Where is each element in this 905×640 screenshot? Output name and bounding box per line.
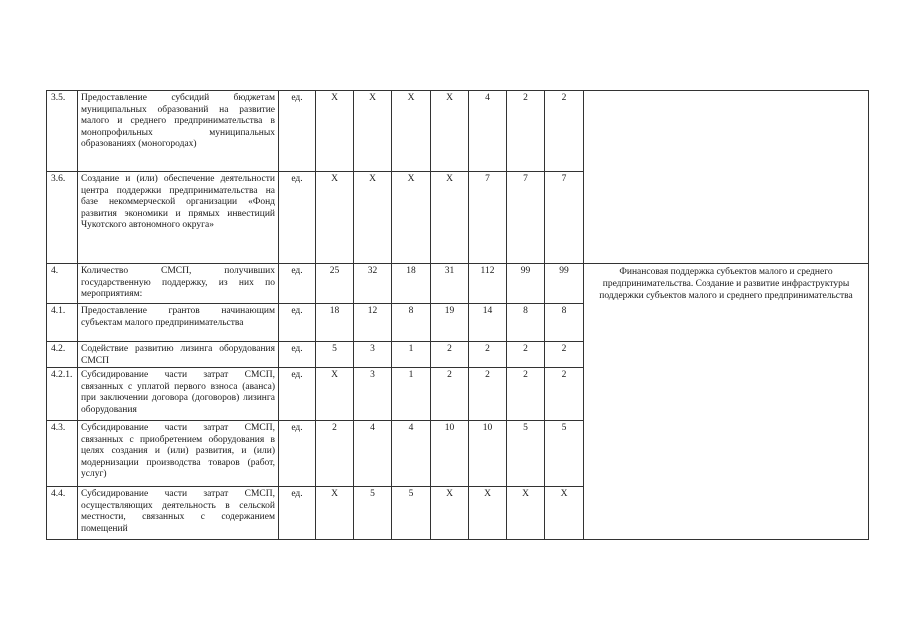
row-value: 5 (354, 487, 392, 540)
row-value: 2 (431, 368, 469, 421)
row-value: Х (316, 487, 354, 540)
row-value: 18 (316, 304, 354, 342)
row-name: Количество СМСП, получивших государственную поддержку, из них по мероприятиям: (78, 264, 279, 304)
row-value: Х (354, 91, 392, 172)
row-value: 2 (469, 342, 507, 368)
description-cell: Финансовая поддержка субъектов малого и среднего предпринимательства. Создание и развитие инфраструктуры поддержки субъектов малого и среднего предпринимательства (584, 264, 869, 540)
row-value: 3 (354, 368, 392, 421)
row-value: 112 (469, 264, 507, 304)
row-value: 10 (469, 421, 507, 487)
row-value: 2 (507, 342, 545, 368)
row-value: 2 (545, 342, 584, 368)
row-value: 32 (354, 264, 392, 304)
row-value: 2 (545, 91, 584, 172)
row-value: 99 (507, 264, 545, 304)
row-value: 8 (545, 304, 584, 342)
row-value: Х (392, 91, 431, 172)
row-name: Содействие развитию лизинга оборудования СМСП (78, 342, 279, 368)
row-value: Х (316, 172, 354, 264)
row-value: 99 (545, 264, 584, 304)
row-value: 1 (392, 368, 431, 421)
row-unit: ед. (279, 304, 316, 342)
row-value: Х (431, 172, 469, 264)
row-value: 2 (507, 368, 545, 421)
indicators-table (46, 90, 869, 540)
row-value: 2 (469, 368, 507, 421)
row-unit: ед. (279, 91, 316, 172)
row-value: 3 (354, 342, 392, 368)
row-value: 14 (469, 304, 507, 342)
row-name: Субсидирование части затрат СМСП, связанных с уплатой первого взноса (аванса) при заключении договора (договоров) лизинга оборудования (78, 368, 279, 421)
row-value: 7 (545, 172, 584, 264)
row-unit: ед. (279, 172, 316, 264)
row-number: 4.3. (47, 421, 78, 487)
row-value: Х (316, 91, 354, 172)
row-name: Предоставление грантов начинающим субъектам малого предпринимательства (78, 304, 279, 342)
row-name: Субсидирование части затрат СМСП, связанных с приобретением оборудования в целях создания и (или) развития, и (или) модернизации производства товаров (работ, услуг) (78, 421, 279, 487)
row-value: 2 (431, 342, 469, 368)
row-value: 7 (507, 172, 545, 264)
row-unit: ед. (279, 264, 316, 304)
row-value: 18 (392, 264, 431, 304)
row-value: Х (507, 487, 545, 540)
row-value: 4 (354, 421, 392, 487)
row-name: Создание и (или) обеспечение деятельности центра поддержки предпринимательства на базе некоммерческой организации «Фонд развития экономики и прямых инвестиций Чукотского автономного округа» (78, 172, 279, 264)
row-value: 10 (431, 421, 469, 487)
row-number: 4.1. (47, 304, 78, 342)
row-value: 12 (354, 304, 392, 342)
row-value: 25 (316, 264, 354, 304)
row-value: 5 (507, 421, 545, 487)
row-value: 5 (545, 421, 584, 487)
row-unit: ед. (279, 342, 316, 368)
row-number: 4. (47, 264, 78, 304)
row-value: 19 (431, 304, 469, 342)
row-value: 4 (469, 91, 507, 172)
row-value: Х (545, 487, 584, 540)
row-value: 7 (469, 172, 507, 264)
row-value: Х (431, 487, 469, 540)
row-number: 3.6. (47, 172, 78, 264)
table-row (47, 264, 869, 304)
description-cell-empty (584, 91, 869, 264)
row-name: Предоставление субсидий бюджетам муниципальных образований на развитие малого и среднего предпринимательства в монопрофильных муниципальных образованиях (моногородах) (78, 91, 279, 172)
row-name: Субсидирование части затрат СМСП, осуществляющих деятельность в сельской местности, связанных с содержанием помещений (78, 487, 279, 540)
row-value: 8 (392, 304, 431, 342)
row-value: 5 (392, 487, 431, 540)
row-number: 4.2. (47, 342, 78, 368)
row-value: Х (431, 91, 469, 172)
row-value: 8 (507, 304, 545, 342)
row-value: Х (316, 368, 354, 421)
row-value: Х (354, 172, 392, 264)
row-value: 5 (316, 342, 354, 368)
row-value: Х (469, 487, 507, 540)
row-value: 31 (431, 264, 469, 304)
row-value: Х (392, 172, 431, 264)
row-value: 2 (316, 421, 354, 487)
row-number: 3.5. (47, 91, 78, 172)
row-value: 4 (392, 421, 431, 487)
row-number: 4.4. (47, 487, 78, 540)
table-row (47, 91, 869, 172)
row-unit: ед. (279, 368, 316, 421)
row-value: 2 (507, 91, 545, 172)
row-unit: ед. (279, 487, 316, 540)
row-value: 2 (545, 368, 584, 421)
row-value: 1 (392, 342, 431, 368)
row-number: 4.2.1. (47, 368, 78, 421)
row-unit: ед. (279, 421, 316, 487)
